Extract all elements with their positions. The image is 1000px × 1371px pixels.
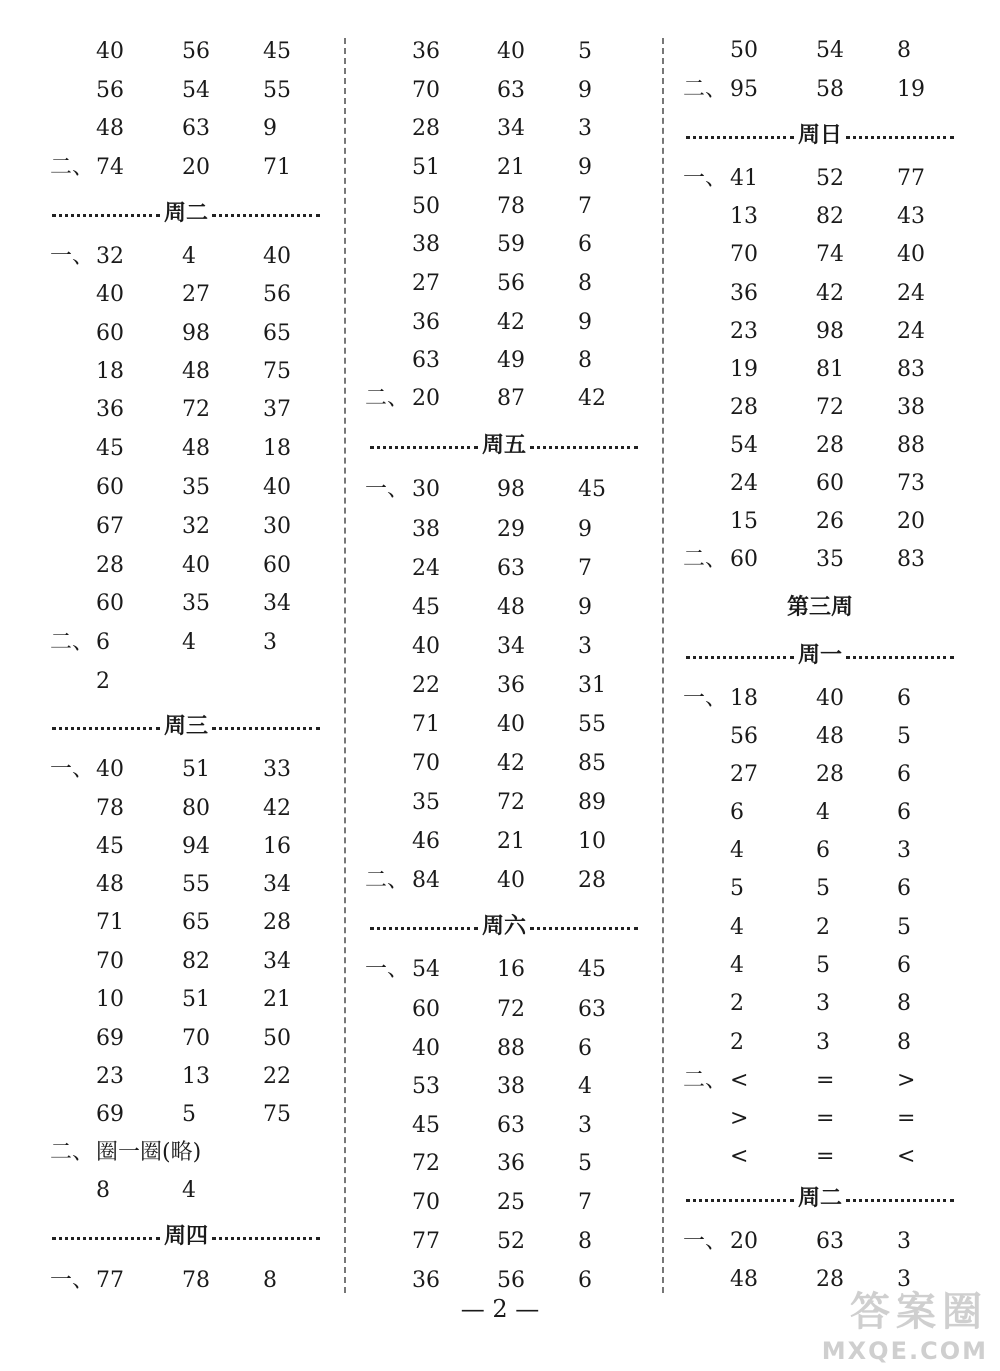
answer-value: 36 bbox=[497, 673, 525, 698]
answer-value: 4 bbox=[578, 1074, 592, 1099]
answer-value: 3 bbox=[263, 630, 277, 655]
section-label: 周四 bbox=[164, 1223, 209, 1249]
answer-value: 36 bbox=[497, 1151, 525, 1176]
answer-value: 63 bbox=[816, 1229, 844, 1254]
section-label: 周日 bbox=[798, 122, 843, 148]
answer-value: 63 bbox=[412, 348, 440, 373]
answer-value: 83 bbox=[897, 547, 925, 572]
answer-value: 24 bbox=[897, 281, 925, 306]
answer-value: 40 bbox=[497, 712, 525, 737]
answer-value: 45 bbox=[96, 834, 124, 859]
answer-value: 48 bbox=[730, 1267, 758, 1292]
answer-value: 20 bbox=[730, 1229, 758, 1254]
answer-value: 18 bbox=[263, 436, 291, 461]
answer-value: 63 bbox=[497, 1113, 525, 1138]
question-marker: 一、 bbox=[683, 166, 728, 191]
answer-value: 45 bbox=[578, 957, 606, 982]
answer-value: 20 bbox=[412, 386, 440, 411]
answer-value: 71 bbox=[263, 155, 291, 180]
answer-value: 60 bbox=[730, 547, 758, 572]
answer-value: 3 bbox=[578, 1113, 592, 1138]
answer-value: 27 bbox=[730, 762, 758, 787]
answer-value: 18 bbox=[730, 686, 758, 711]
answer-value: 50 bbox=[730, 38, 758, 63]
answer-value: 95 bbox=[730, 77, 758, 102]
answer-value: 9 bbox=[578, 78, 592, 103]
answer-value: 25 bbox=[497, 1190, 525, 1215]
answer-value: 75 bbox=[263, 1102, 291, 1127]
answer-value: 80 bbox=[182, 796, 210, 821]
answer-value: 8 bbox=[897, 1030, 911, 1055]
question-marker: 二、 bbox=[683, 77, 728, 102]
answer-value: 9 bbox=[578, 155, 592, 180]
answer-value: 60 bbox=[96, 591, 124, 616]
answer-value: 36 bbox=[412, 1268, 440, 1293]
answer-value: 21 bbox=[497, 155, 525, 180]
question-marker: 二、 bbox=[683, 547, 728, 572]
answer-value: 54 bbox=[412, 957, 440, 982]
answer-value: 13 bbox=[182, 1064, 210, 1089]
answer-value: 60 bbox=[412, 997, 440, 1022]
answer-value: 13 bbox=[730, 204, 758, 229]
answer-value: 78 bbox=[96, 796, 124, 821]
answer-value: 56 bbox=[497, 1268, 525, 1293]
answer-value: 2 bbox=[730, 1030, 744, 1055]
question-marker: 一、 bbox=[683, 686, 728, 711]
answer-value: 3 bbox=[816, 1030, 830, 1055]
question-marker: 一、 bbox=[50, 1268, 95, 1293]
answer-value: 70 bbox=[412, 78, 440, 103]
answer-value: 6 bbox=[897, 953, 911, 978]
answer-value: 19 bbox=[897, 77, 925, 102]
question-marker: 二、 bbox=[683, 1068, 728, 1093]
answer-value: 6 bbox=[578, 232, 592, 257]
answer-value: 52 bbox=[497, 1229, 525, 1254]
answer-value: 46 bbox=[412, 829, 440, 854]
answer-value: < bbox=[897, 1144, 916, 1169]
answer-value: 55 bbox=[182, 872, 210, 897]
answer-value: 7 bbox=[578, 1190, 592, 1215]
answer-value: 56 bbox=[96, 78, 124, 103]
answer-value: 70 bbox=[96, 949, 124, 974]
question-marker: 二、 bbox=[365, 868, 410, 893]
answer-value: 59 bbox=[497, 232, 525, 257]
answer-value: 34 bbox=[497, 634, 525, 659]
answer-value: 30 bbox=[412, 477, 440, 502]
answer-value: 2 bbox=[816, 915, 830, 940]
section-label: 周三 bbox=[164, 713, 209, 739]
question-marker: 二、 bbox=[50, 155, 95, 180]
answer-value: 27 bbox=[412, 271, 440, 296]
answer-value: 28 bbox=[816, 1267, 844, 1292]
answer-value: 55 bbox=[578, 712, 606, 737]
answer-value: 58 bbox=[816, 77, 844, 102]
section-label: 周一 bbox=[798, 642, 843, 668]
answer-value: 32 bbox=[182, 514, 210, 539]
page-number: — 2 — bbox=[460, 1295, 540, 1323]
answer-value: 5 bbox=[730, 876, 744, 901]
answer-value: 42 bbox=[816, 281, 844, 306]
answer-value: 72 bbox=[497, 997, 525, 1022]
answer-value: < bbox=[730, 1144, 749, 1169]
answer-value: 56 bbox=[730, 724, 758, 749]
answer-value: 70 bbox=[412, 751, 440, 776]
answer-value: 56 bbox=[182, 39, 210, 64]
question-marker: 一、 bbox=[50, 244, 95, 269]
answer-value: 22 bbox=[412, 673, 440, 698]
answer-value: 36 bbox=[730, 281, 758, 306]
answer-value: 41 bbox=[730, 166, 758, 191]
answer-value: 35 bbox=[182, 475, 210, 500]
answer-value: 2 bbox=[730, 991, 744, 1016]
answer-value: 8 bbox=[578, 348, 592, 373]
answer-value: 48 bbox=[816, 724, 844, 749]
answer-value: 21 bbox=[263, 987, 291, 1012]
answer-value: 60 bbox=[96, 475, 124, 500]
answer-value: 5 bbox=[816, 876, 830, 901]
answer-value: 51 bbox=[412, 155, 440, 180]
answer-value: 71 bbox=[96, 910, 124, 935]
answer-value: 60 bbox=[263, 553, 291, 578]
answer-value: 34 bbox=[263, 949, 291, 974]
section-heading bbox=[686, 118, 954, 148]
section-heading bbox=[52, 196, 320, 226]
answer-value: 40 bbox=[263, 475, 291, 500]
answer-value: 34 bbox=[497, 116, 525, 141]
answer-value: 3 bbox=[897, 838, 911, 863]
answer-value: 82 bbox=[816, 204, 844, 229]
answer-value: 56 bbox=[497, 271, 525, 296]
answer-value: 5 bbox=[816, 953, 830, 978]
answer-value: 72 bbox=[497, 790, 525, 815]
answer-value: 31 bbox=[578, 673, 606, 698]
answer-value: 50 bbox=[263, 1026, 291, 1051]
answer-value: 65 bbox=[263, 321, 291, 346]
answer-value: 54 bbox=[816, 38, 844, 63]
answer-value: 48 bbox=[182, 359, 210, 384]
answer-value: 28 bbox=[412, 116, 440, 141]
answer-value: 6 bbox=[96, 630, 110, 655]
answer-value: 21 bbox=[497, 829, 525, 854]
answer-value: 38 bbox=[897, 395, 925, 420]
answer-value: 55 bbox=[263, 78, 291, 103]
answer-value: 40 bbox=[497, 868, 525, 893]
answer-value: 82 bbox=[182, 949, 210, 974]
answer-value: 63 bbox=[497, 556, 525, 581]
answer-value: = bbox=[897, 1106, 916, 1131]
answer-value: 4 bbox=[730, 915, 744, 940]
answer-value: 4 bbox=[730, 838, 744, 863]
section-label: 周二 bbox=[798, 1185, 843, 1211]
answer-value: 63 bbox=[497, 78, 525, 103]
answer-value: 88 bbox=[497, 1036, 525, 1061]
answer-value: 38 bbox=[412, 232, 440, 257]
watermark-top: 答案圈 bbox=[850, 1289, 988, 1335]
answer-value: 28 bbox=[816, 433, 844, 458]
answer-value: 40 bbox=[897, 242, 925, 267]
answer-value: 77 bbox=[96, 1268, 124, 1293]
answer-value: 38 bbox=[497, 1074, 525, 1099]
answer-value: 70 bbox=[412, 1190, 440, 1215]
answer-value: 35 bbox=[182, 591, 210, 616]
answer-value: 40 bbox=[263, 244, 291, 269]
answer-value: 10 bbox=[96, 987, 124, 1012]
answer-value: 4 bbox=[182, 244, 196, 269]
answer-value: 78 bbox=[182, 1268, 210, 1293]
answer-value: 26 bbox=[816, 509, 844, 534]
answer-value: 16 bbox=[497, 957, 525, 982]
answer-value: 9 bbox=[578, 595, 592, 620]
answer-value: 15 bbox=[730, 509, 758, 534]
answer-value: 70 bbox=[182, 1026, 210, 1051]
answer-value: 22 bbox=[263, 1064, 291, 1089]
answer-value: 29 bbox=[497, 517, 525, 542]
answer-value: = bbox=[816, 1106, 835, 1131]
answer-value: 98 bbox=[497, 477, 525, 502]
answer-value: 78 bbox=[497, 194, 525, 219]
answer-value: > bbox=[730, 1106, 749, 1131]
answer-value: 60 bbox=[816, 471, 844, 496]
answer-value: 40 bbox=[412, 1036, 440, 1061]
answer-value: 71 bbox=[412, 712, 440, 737]
answer-value: 4 bbox=[816, 800, 830, 825]
answer-value: 40 bbox=[96, 282, 124, 307]
answer-value: 8 bbox=[897, 991, 911, 1016]
answer-value: 40 bbox=[816, 686, 844, 711]
answer-value: 3 bbox=[578, 116, 592, 141]
answer-value: 23 bbox=[730, 319, 758, 344]
answer-value: 10 bbox=[578, 829, 606, 854]
answer-value: 40 bbox=[96, 757, 124, 782]
answer-value: 63 bbox=[182, 116, 210, 141]
question-marker: 二、 bbox=[50, 630, 95, 655]
answer-value: 35 bbox=[816, 547, 844, 572]
answer-value: 30 bbox=[263, 514, 291, 539]
watermark bbox=[822, 1280, 988, 1365]
answer-value: 83 bbox=[897, 357, 925, 382]
answer-value: 28 bbox=[96, 553, 124, 578]
answer-value: 6 bbox=[897, 762, 911, 787]
answer-value: 7 bbox=[578, 194, 592, 219]
answer-value: 37 bbox=[263, 397, 291, 422]
answer-value: 6 bbox=[578, 1268, 592, 1293]
section-heading bbox=[52, 1219, 320, 1249]
answer-value: 8 bbox=[96, 1178, 110, 1203]
question-marker: 一、 bbox=[365, 477, 410, 502]
answer-value: 9 bbox=[263, 116, 277, 141]
answer-value: 28 bbox=[730, 395, 758, 420]
answer-value: 5 bbox=[897, 915, 911, 940]
question-marker: 二、 bbox=[50, 1140, 95, 1165]
answer-value: 42 bbox=[263, 796, 291, 821]
answer-value: 98 bbox=[816, 319, 844, 344]
answer-value: 18 bbox=[96, 359, 124, 384]
answer-value: 89 bbox=[578, 790, 606, 815]
answer-value: 35 bbox=[412, 790, 440, 815]
answer-value: 20 bbox=[897, 509, 925, 534]
answer-value: 69 bbox=[96, 1026, 124, 1051]
answer-value: 60 bbox=[96, 321, 124, 346]
answer-value: 19 bbox=[730, 357, 758, 382]
answer-value: 72 bbox=[816, 395, 844, 420]
question-marker: 一、 bbox=[365, 957, 410, 982]
answer-value: 45 bbox=[96, 436, 124, 461]
answer-value: 27 bbox=[182, 282, 210, 307]
answer-value: 36 bbox=[96, 397, 124, 422]
answer-value: 34 bbox=[263, 591, 291, 616]
answer-value: 51 bbox=[182, 757, 210, 782]
answer-value: 72 bbox=[412, 1151, 440, 1176]
answer-value: 70 bbox=[730, 242, 758, 267]
section-heading bbox=[370, 909, 638, 939]
answer-value: 53 bbox=[412, 1074, 440, 1099]
answer-value: 36 bbox=[412, 310, 440, 335]
answer-value: 42 bbox=[578, 386, 606, 411]
answer-value: 75 bbox=[263, 359, 291, 384]
answer-value: 50 bbox=[412, 194, 440, 219]
answer-value: 45 bbox=[578, 477, 606, 502]
answer-value: 24 bbox=[412, 556, 440, 581]
answer-value: 20 bbox=[182, 155, 210, 180]
answer-value: 51 bbox=[182, 987, 210, 1012]
answer-value: 54 bbox=[182, 78, 210, 103]
answer-value: 5 bbox=[578, 39, 592, 64]
column-divider-right bbox=[662, 38, 664, 1293]
answer-value: 34 bbox=[263, 872, 291, 897]
answer-value: 24 bbox=[730, 471, 758, 496]
answer-value: 8 bbox=[897, 38, 911, 63]
watermark-bottom: MXQE.COM bbox=[821, 1337, 988, 1365]
section-heading bbox=[686, 1181, 954, 1211]
answer-value: 6 bbox=[897, 876, 911, 901]
question-marker: 二、 bbox=[365, 386, 410, 411]
answer-value: 45 bbox=[263, 39, 291, 64]
answer-value: < bbox=[730, 1068, 749, 1093]
answer-value: 45 bbox=[412, 595, 440, 620]
question-marker: 一、 bbox=[683, 1229, 728, 1254]
answer-value: 42 bbox=[497, 751, 525, 776]
answer-value: > bbox=[897, 1068, 916, 1093]
answer-value: 54 bbox=[730, 433, 758, 458]
answer-value: 3 bbox=[897, 1229, 911, 1254]
answer-value: = bbox=[816, 1144, 835, 1169]
answer-value: 2 bbox=[96, 669, 110, 694]
section-heading bbox=[52, 709, 320, 739]
answer-value: 8 bbox=[578, 1229, 592, 1254]
answer-value: 3 bbox=[897, 1267, 911, 1292]
answer-value: 28 bbox=[578, 868, 606, 893]
answer-value: 6 bbox=[816, 838, 830, 863]
answer-value: 85 bbox=[578, 751, 606, 776]
answer-value: 40 bbox=[497, 39, 525, 64]
answer-value: 48 bbox=[182, 436, 210, 461]
answer-value: 36 bbox=[412, 39, 440, 64]
answer-value: 65 bbox=[182, 910, 210, 935]
answer-value: 40 bbox=[182, 553, 210, 578]
answer-value: 74 bbox=[816, 242, 844, 267]
answer-value: 6 bbox=[578, 1036, 592, 1061]
section-heading bbox=[370, 428, 638, 458]
answer-value: 5 bbox=[897, 724, 911, 749]
answer-value: 3 bbox=[578, 634, 592, 659]
answer-value: 9 bbox=[578, 517, 592, 542]
answer-value: 77 bbox=[412, 1229, 440, 1254]
answer-value: 72 bbox=[182, 397, 210, 422]
answer-value: 52 bbox=[816, 166, 844, 191]
answer-value: 4 bbox=[730, 953, 744, 978]
question-marker: 一、 bbox=[50, 757, 95, 782]
answer-value: 16 bbox=[263, 834, 291, 859]
answer-value: 49 bbox=[497, 348, 525, 373]
answer-value: 圈一圈(略) bbox=[96, 1140, 202, 1165]
answer-value: 5 bbox=[578, 1151, 592, 1176]
answer-value: 40 bbox=[96, 39, 124, 64]
answer-value: 94 bbox=[182, 834, 210, 859]
answer-value: 48 bbox=[96, 116, 124, 141]
answer-value: 6 bbox=[730, 800, 744, 825]
answer-value: 63 bbox=[578, 997, 606, 1022]
answer-value: 24 bbox=[897, 319, 925, 344]
answer-value: 3 bbox=[816, 991, 830, 1016]
answer-value: 88 bbox=[897, 433, 925, 458]
answer-value: 73 bbox=[897, 471, 925, 496]
section-label: 周二 bbox=[164, 200, 209, 226]
answer-value: 8 bbox=[578, 271, 592, 296]
answer-value: 74 bbox=[96, 155, 124, 180]
answer-value: 69 bbox=[96, 1102, 124, 1127]
answer-value: 4 bbox=[182, 630, 196, 655]
answer-value: 45 bbox=[412, 1113, 440, 1138]
answer-value: 43 bbox=[897, 204, 925, 229]
answer-value: 56 bbox=[263, 282, 291, 307]
answer-value: 32 bbox=[96, 244, 124, 269]
section-label: 周五 bbox=[482, 432, 527, 458]
answer-value: 38 bbox=[412, 517, 440, 542]
answer-value: 40 bbox=[412, 634, 440, 659]
answer-value: 28 bbox=[816, 762, 844, 787]
column-divider-left bbox=[344, 38, 346, 1293]
answer-value: 6 bbox=[897, 686, 911, 711]
answer-value: 87 bbox=[497, 386, 525, 411]
answer-value: 48 bbox=[497, 595, 525, 620]
answer-value: 4 bbox=[182, 1178, 196, 1203]
answer-value: 77 bbox=[897, 166, 925, 191]
answer-value: 9 bbox=[578, 310, 592, 335]
answer-value: 67 bbox=[96, 514, 124, 539]
answer-value: 6 bbox=[897, 800, 911, 825]
answer-value: 48 bbox=[96, 872, 124, 897]
section-heading bbox=[686, 638, 954, 668]
answer-value: 84 bbox=[412, 868, 440, 893]
week-title: 第三周 bbox=[786, 595, 853, 620]
answer-value: 8 bbox=[263, 1268, 277, 1293]
answer-value: = bbox=[816, 1068, 835, 1093]
answer-value: 5 bbox=[182, 1102, 196, 1127]
answer-value: 33 bbox=[263, 757, 291, 782]
answer-value: 28 bbox=[263, 910, 291, 935]
answer-value: 7 bbox=[578, 556, 592, 581]
answer-value: 98 bbox=[182, 321, 210, 346]
answer-value: 23 bbox=[96, 1064, 124, 1089]
answer-value: 81 bbox=[816, 357, 844, 382]
answer-value: 42 bbox=[497, 310, 525, 335]
section-label: 周六 bbox=[482, 913, 527, 939]
